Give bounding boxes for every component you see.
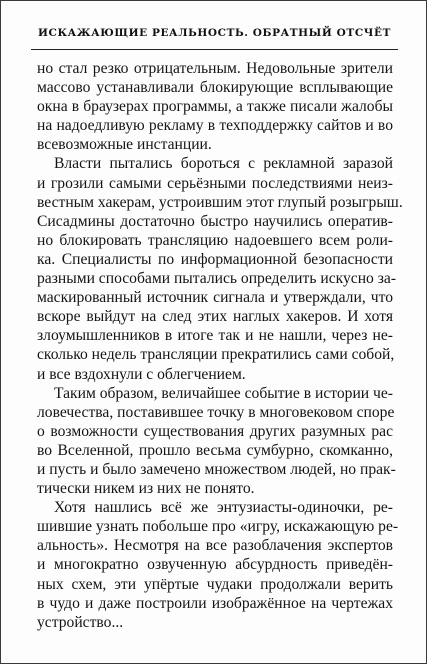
text-line: вестным хакерам, устроившим этот глупый розыгрыш. [37, 193, 403, 211]
text-line: шившие узнать побольше про «игру, искажающую ре- [37, 518, 399, 536]
header-rule [31, 49, 398, 50]
text-line: злоумышленников в итоге так и не нашли, через не- [37, 327, 393, 345]
text-line: ловечества, поставившее точку в многовековом споре [37, 403, 395, 421]
text-line: Сисадмины достаточно быстро научились оператив- [37, 212, 393, 230]
text-line: альность». Несмотря на все разоблачения экспертов [37, 537, 393, 555]
text-line: и все вздохнули с облегчением. [37, 365, 246, 383]
text-line: разными способами пытались определить искусно за- [37, 270, 397, 288]
paragraph-4 [37, 498, 399, 632]
text-line: в чудо и даже построили изображённое на чертежах [37, 594, 393, 612]
text-line: Таким образом, величайшее событие в истории че- [54, 384, 393, 402]
text-line: маскированный источник сигнала и утверждали, что [37, 289, 393, 307]
body-text [37, 59, 403, 632]
text-line: ка. Специалисты по информационной безопасности [37, 250, 393, 268]
text-line: но блокировать трансляцию надоевшего всем роли- [37, 231, 393, 249]
text-line: ных схем, эти упёртые чудаки продолжали верить [37, 575, 393, 593]
text-line: окна в браузерах программы, а также писали жалобы [37, 98, 393, 116]
text-line: Хотя нашлись всё же энтузиасты-одиночки, ре- [54, 499, 393, 517]
text-line: устройство... [37, 613, 124, 631]
text-line: о возможности существования других разумных рас [37, 422, 393, 440]
text-line: и пусть и было замечено множеством людей, но прак- [37, 460, 396, 478]
text-line: и многократно озвученную абсурдность приведён- [37, 556, 393, 574]
text-line: во Вселенной, прошло весьма сумбурно, скомканно, [37, 441, 393, 459]
running-head: ИСКАЖАЮЩИЕ РЕАЛЬНОСТЬ. ОБРАТНЫЙ ОТСЧЁТ [37, 27, 391, 39]
text-line: и грозили самыми серьёзными последствиями неиз- [37, 174, 393, 192]
text-line: всевозможные инстанции. [37, 136, 212, 154]
paragraph-1 [37, 59, 393, 154]
text-line: сколько недель трансляции прекратились сами собой, [37, 346, 395, 364]
text-line: тически никем из них не понято. [37, 480, 255, 498]
paragraph-3 [37, 384, 396, 499]
text-line: но стал резко отрицательным. Недовольные зрители [37, 60, 393, 77]
text-line: на надоедливую рекламу в техподдержку сайтов и во [37, 117, 393, 135]
text-line: Власти пытались бороться с рекламной заразой [54, 155, 393, 173]
text-line: массово устанавливали блокирующие всплывающие [37, 79, 393, 97]
text-line: вскоре выйдут на след этих наглых хакеров. И хотя [37, 308, 393, 326]
paragraph-2 [37, 154, 403, 383]
